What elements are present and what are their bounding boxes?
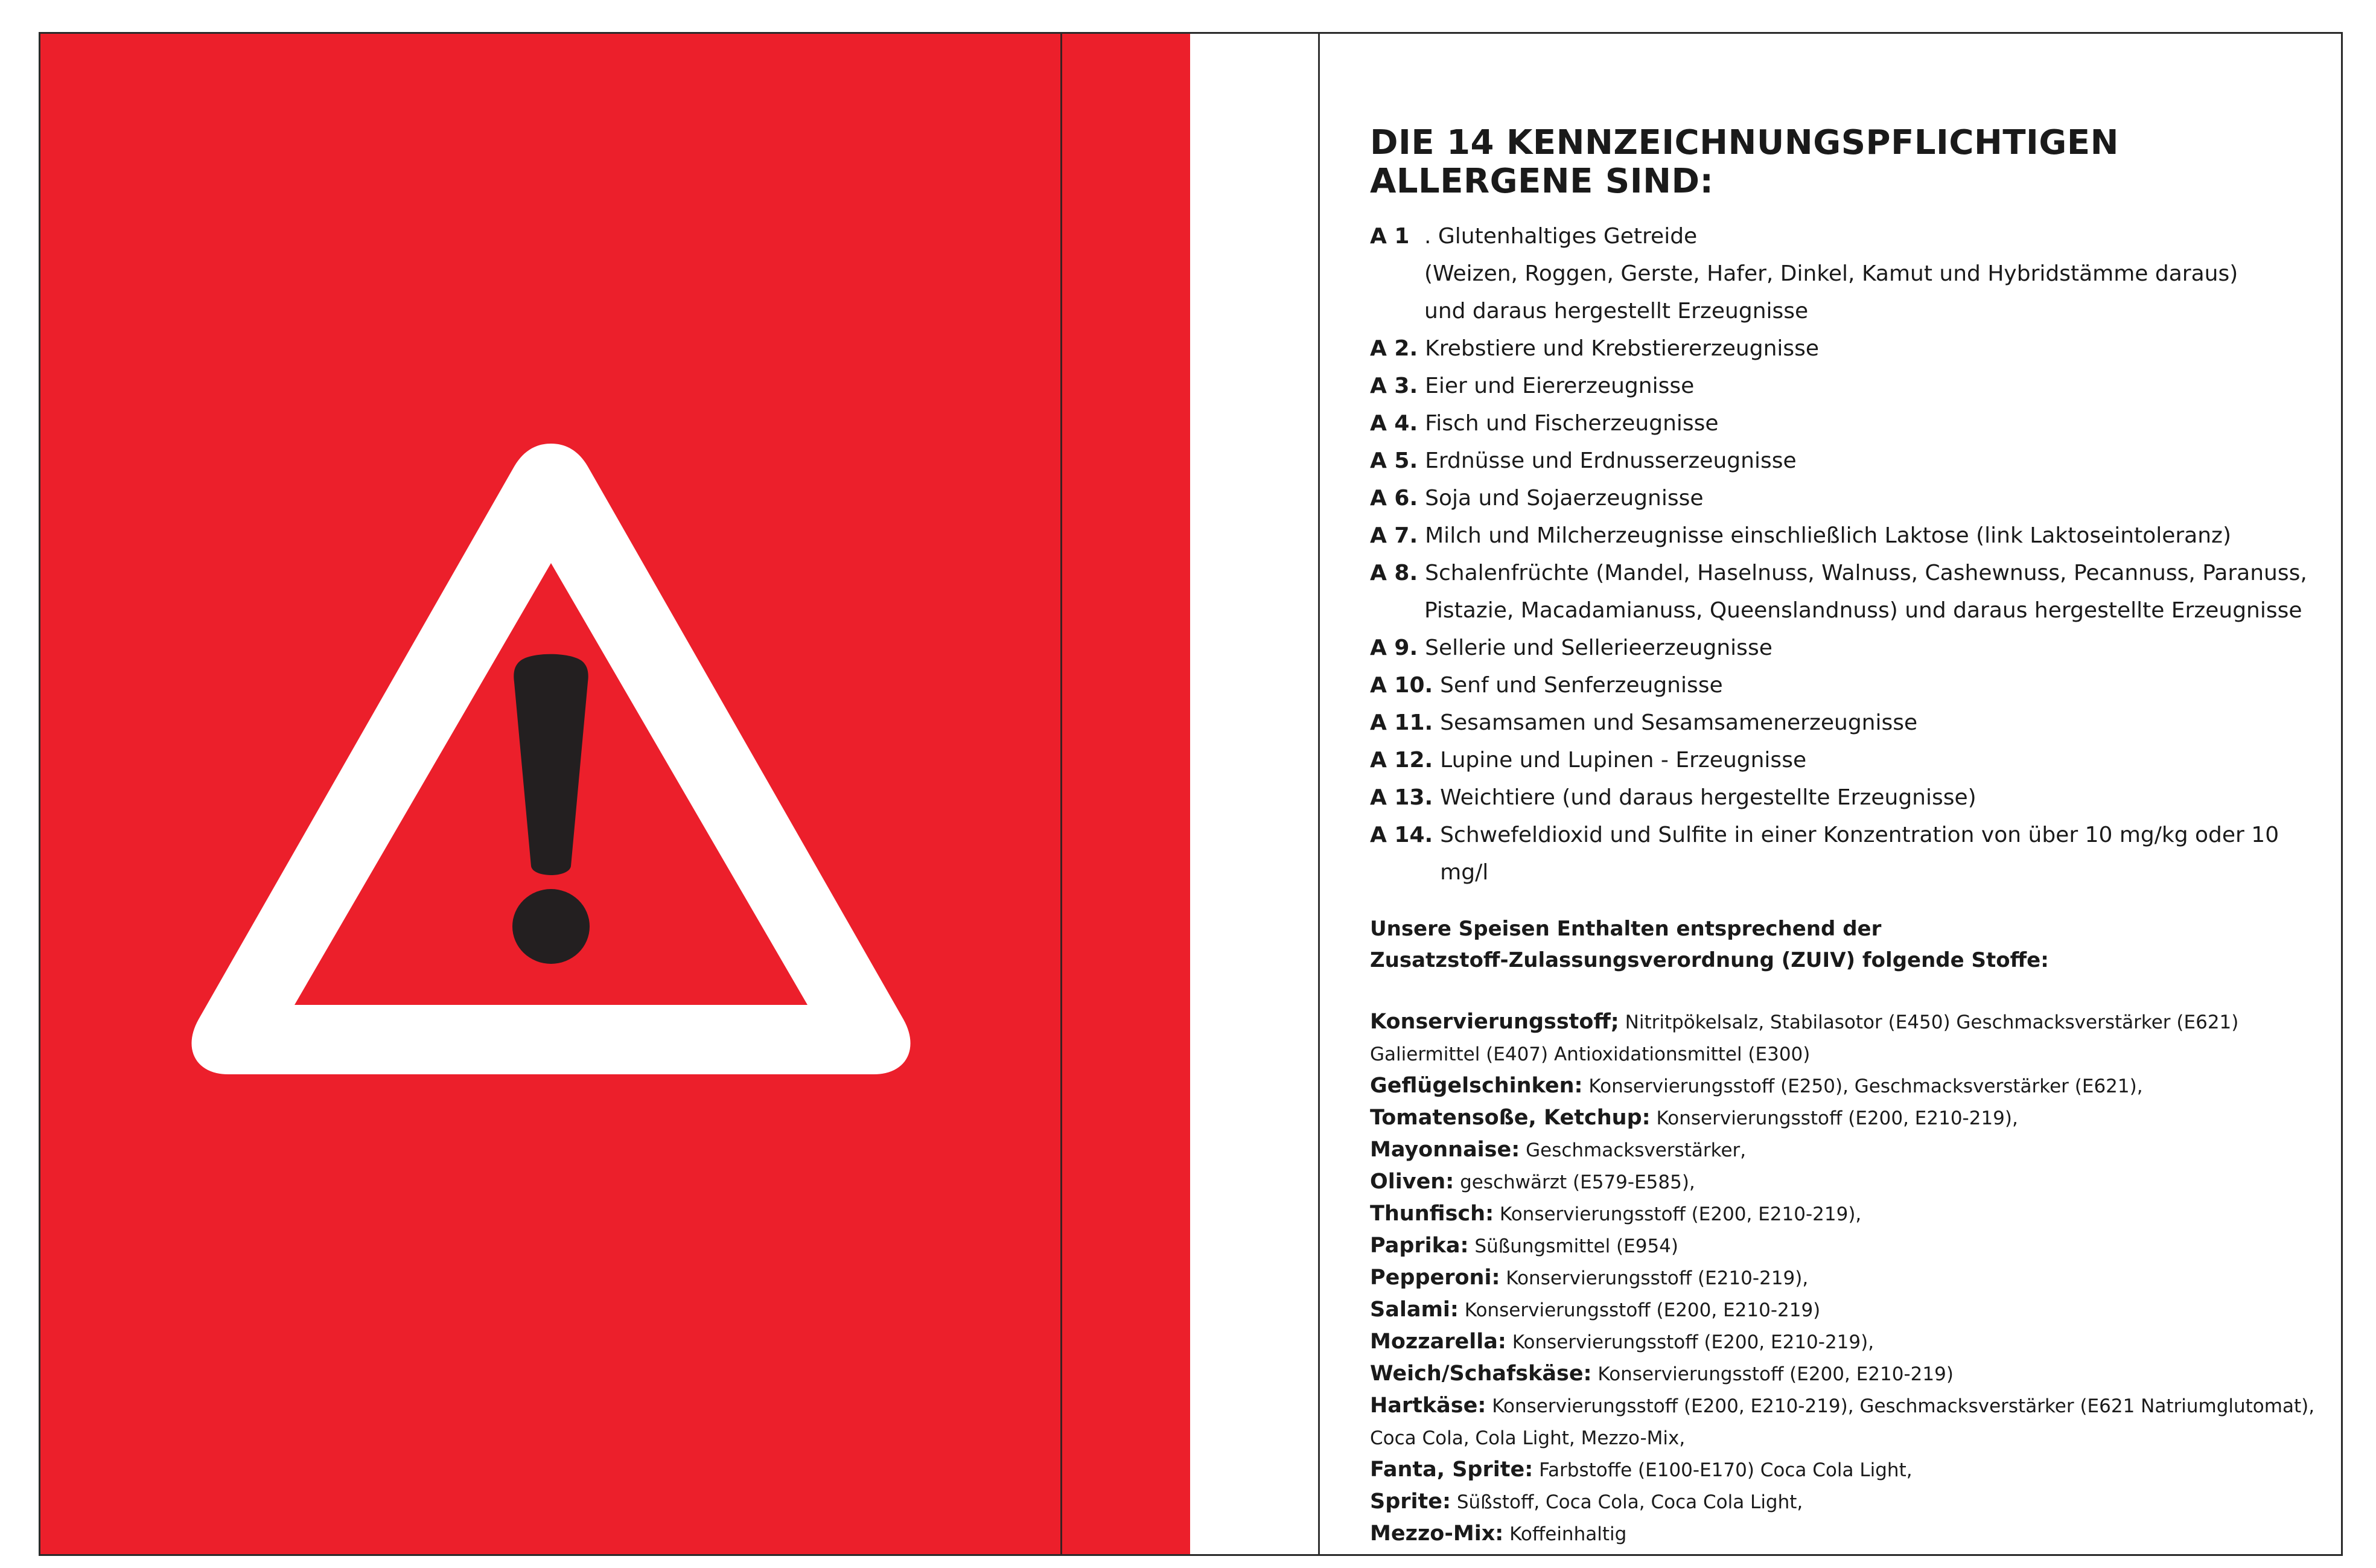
list-item: Pepperoni: Konservierungsstoff (E210-219), — [1370, 1266, 1809, 1290]
list-item: A 10. Senf und Senferzeugnisse — [1370, 673, 1723, 698]
allergen-list — [1370, 218, 2323, 891]
list-item: A 8. Schalenfrüchte (Mandel, Haselnuss, Walnuss, Cashewnuss, Pecannuss, Paranuss, — [1370, 561, 2307, 585]
additives-intro: Unsere Speisen Enthalten entsprechend der Zusatzstoff-Zulassungsverordnung (ZUIV) folgende Stoffe: — [1370, 917, 2049, 972]
fold-line-left — [1060, 34, 1062, 1554]
list-item: Salami: Konservierungsstoff (E200, E210-219) — [1370, 1298, 1821, 1322]
list-item: (Weizen, Roggen, Gerste, Hafer, Dinkel, Kamut und Hybridstämme daraus) — [1424, 261, 2238, 286]
list-item: A 1 . Glutenhaltiges Getreide — [1370, 224, 1698, 249]
list-item: A 5. Erdnüsse und Erdnusserzeugnisse — [1370, 448, 1797, 473]
additives-list — [1370, 1006, 2323, 1550]
list-item: A 12. Lupine und Lupinen - Erzeugnisse — [1370, 748, 1807, 773]
list-item: A 9. Sellerie und Sellerieerzeugnisse — [1370, 636, 1772, 660]
list-item: Fanta, Sprite: Farbstoffe (E100-E170) Coca Cola Light, — [1370, 1458, 1913, 1482]
list-item: A 14. Schwefeldioxid und Sulfite in einer Konzentration von über 10 mg/kg oder 10 mg/l — [1370, 823, 2279, 885]
list-item: Hartkäse: Konservierungsstoff (E200, E210-219), Geschmacksverstärker (E621 Natriumglutomat), — [1370, 1394, 2315, 1418]
list-item: A 13. Weichtiere (und daraus hergestellte Erzeugnisse) — [1370, 785, 1976, 810]
list-item: Oliven: geschwärzt (E579-E585), — [1370, 1170, 1695, 1194]
list-item: Mayonnaise: Geschmacksverstärker, — [1370, 1138, 1747, 1162]
list-item: Geflügelschinken: Konservierungsstoff (E250), Geschmacksverstärker (E621), — [1370, 1074, 2143, 1098]
list-item: A 11. Sesamsamen und Sesamsamenerzeugnisse — [1370, 710, 1918, 735]
list-item: A 7. Milch und Milcherzeugnisse einschließlich Laktose (link Laktoseintoleranz) — [1370, 523, 2231, 548]
list-item: Mezzo-Mix: Koffeinhaltig — [1370, 1522, 1627, 1546]
fold-line-right — [1318, 34, 1320, 1554]
list-item: Galiermittel (E407) Antioxidationsmittel (E300) — [1370, 1044, 1811, 1065]
list-item: A 6. Soja und Sojaerzeugnisse — [1370, 486, 1704, 511]
list-item: A 2. Krebstiere und Krebstiererzeugnisse — [1370, 336, 1820, 361]
list-item: Konservierungsstoff; Nitritpökelsalz, Stabilasotor (E450) Geschmacksverstärker (E621) — [1370, 1010, 2239, 1034]
allergen-info-panel — [1370, 124, 2323, 1550]
list-item: A 3. Eier und Eiererzeugnisse — [1370, 374, 1695, 398]
warning-triangle-icon — [188, 444, 914, 1074]
list-item: Tomatensoße, Ketchup: Konservierungsstoff (E200, E210-219), — [1370, 1106, 2018, 1130]
list-item: Weich/Schafskäse: Konservierungsstoff (E200, E210-219) — [1370, 1362, 1954, 1386]
list-item: Coca Cola, Cola Light, Mezzo-Mix, — [1370, 1427, 1686, 1449]
list-item: A 4. Fisch und Fischerzeugnisse — [1370, 411, 1719, 436]
list-item: Pistazie, Macadamianuss, Queenslandnuss) und daraus hergestellte Erzeugnisse — [1424, 598, 2302, 623]
list-item: und daraus hergestellt Erzeugnisse — [1424, 299, 1809, 323]
page-title: DIE 14 KENNZEICHNUNGSPFLICHTIGEN ALLERGENE SIND: — [1370, 123, 2119, 201]
list-item: Thunfisch: Konservierungsstoff (E200, E210-219), — [1370, 1202, 1862, 1226]
list-item: Mozzarella: Konservierungsstoff (E200, E210-219), — [1370, 1330, 1874, 1354]
list-item: Sprite: Süßstoff, Coca Cola, Coca Cola Light, — [1370, 1490, 1803, 1514]
exclamation-dot — [512, 889, 590, 964]
list-item: Paprika: Süßungsmittel (E954) — [1370, 1234, 1678, 1258]
